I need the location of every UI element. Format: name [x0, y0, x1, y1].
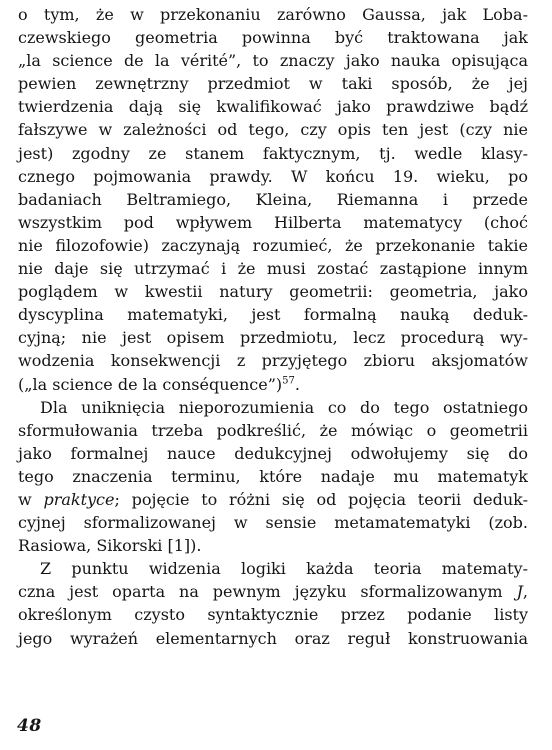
text-line: cznego pojmowania prawdy. W końcu 19. wieku, po: [18, 166, 528, 186]
text-line: cyjnej sformalizowanej w sensie metamatematyki (zob.: [18, 513, 528, 533]
page-number: 48: [17, 716, 42, 736]
quoted-phrase: („la science de la conséquence”): [18, 374, 283, 394]
text-line-with-emphasis: [18, 488, 528, 511]
text-line: wodzenia konsekwencji z przyjętego zbioru aksjomatów: [18, 351, 528, 371]
footnote-reference: 57: [282, 375, 295, 387]
paragraph-2: [18, 396, 528, 558]
text-line-with-emphasis: [18, 580, 528, 603]
text-line: jest) zgodny ze stanem faktycznym, tj. wedle klasy-: [18, 143, 528, 163]
text-line: poglądem w kwestii natury geometrii: geometria, jako: [18, 282, 528, 302]
paragraph-3: [18, 557, 528, 649]
text-line: dyscyplina matematyki, jest formalną nauką deduk-: [18, 305, 528, 325]
text-line: jego wyrażeń elementarnych oraz reguł konstruowania: [18, 628, 528, 648]
line-end-punctuation: .: [294, 374, 300, 394]
text-line: określonym czysto syntaktycznie przez podanie listy: [18, 605, 528, 625]
text-run: ; pojęcie to różni się od pojęcia teorii deduk-: [114, 489, 529, 509]
text-line: cyjną; nie jest opisem przedmiotu, lecz procedurą wy-: [18, 328, 528, 348]
text-line: wszystkim pod wpływem Hilberta matematycy (choć: [18, 212, 528, 232]
emphasized-word: praktyce: [43, 489, 115, 509]
text-line: jako formalnej nauce dedukcyjnej odwołujemy się do: [18, 443, 528, 463]
text-line: pewien zewnętrzny przedmiot w taki sposób, że jej: [18, 74, 528, 94]
paragraph-1: [18, 3, 528, 396]
emphasized-symbol: J: [516, 582, 523, 602]
text-line: tego znaczenia terminu, które nadaje mu matematyk: [18, 466, 528, 486]
text-line: Rasiowa, Sikorski [1]).: [18, 536, 202, 556]
text-line: Dla uniknięcia nieporozumienia co do tego ostatniego: [40, 397, 528, 417]
text-line: nie filozofowie) zaczynają rozumieć, że przekonanie takie: [18, 235, 528, 255]
body-text: [18, 3, 528, 650]
text-line: Z punktu widzenia logiki każda teoria matematy-: [40, 559, 528, 579]
text-run: cznа jest oparta na pewnym języku sformalizowanym: [18, 582, 517, 602]
text-line: czewskiego geometria powinna być traktowana jak: [18, 28, 528, 48]
text-line: sformułowania trzeba podkreślić, że mówiąc o geometrii: [18, 420, 528, 440]
text-line-with-footnote: [18, 373, 528, 396]
text-run: w: [18, 489, 44, 509]
text-line: twierdzenia dają się kwalifikować jako prawdziwe bądź: [18, 97, 528, 117]
text-line: badaniach Beltramiego, Kleina, Riemanna i przede: [18, 189, 528, 209]
text-line: fałszywe w zależności od tego, czy opis ten jest (czy nie: [18, 120, 528, 140]
text-line: „la science de la vérité”, to znaczy jako nauka opisująca: [18, 51, 528, 71]
text-line: o tym, że w przekonaniu zarówno Gaussa, jak Loba-: [18, 5, 528, 24]
text-run: ,: [522, 582, 528, 602]
text-line: nie daje się utrzymać i że musi zostać zastąpione innym: [18, 259, 528, 279]
